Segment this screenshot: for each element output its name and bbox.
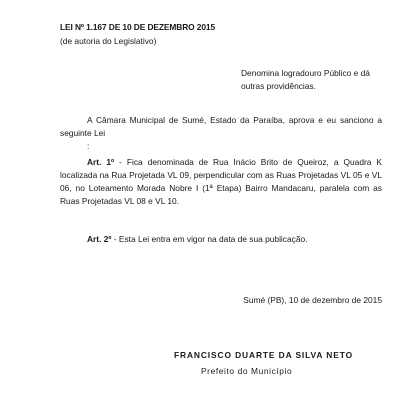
article-1 xyxy=(60,156,382,208)
signer-role: Prefeito do Município xyxy=(201,366,293,376)
article-2-label: Art. 2º xyxy=(87,234,112,244)
signer-name: FRANCISCO DUARTE DA SILVA NETO xyxy=(174,350,353,360)
ementa-line-2: outras providências. xyxy=(241,81,316,91)
law-authorship: (de autoria do Legislativo) xyxy=(60,36,157,46)
preamble-text: A Câmara Municipal de Sumé, Estado da Paraíba, aprova e eu sanciono a seguinte Lei xyxy=(60,115,382,138)
article-1-text: - Fica denominada de Rua Inácio Brito de Queiroz, a Quadra K localizada na Rua Projetada VL 09, perpendicular com as Ruas Projetadas VL 05 e VL 06, no Loteamento Morada Nobre I (1ª Etapa) Bairro Mandacaru, paralela com as Ruas Projetadas VL 08 e VL 10. xyxy=(60,157,382,206)
article-2 xyxy=(60,233,382,246)
law-preamble xyxy=(60,114,382,140)
place-date: Sumé (PB), 10 de dezembro de 2015 xyxy=(243,295,382,305)
ementa-line-1: Denomina logradouro Público e dá xyxy=(241,68,370,78)
law-ementa xyxy=(241,67,381,93)
article-1-label: Art. 1º xyxy=(87,157,115,167)
article-2-text: - Esta Lei entra em vigor na data de sua publicação. xyxy=(111,234,308,244)
law-title: LEI Nº 1.167 DE 10 DE DEZEMBRO 2015 xyxy=(60,22,216,32)
preamble-colon: : xyxy=(87,141,90,151)
